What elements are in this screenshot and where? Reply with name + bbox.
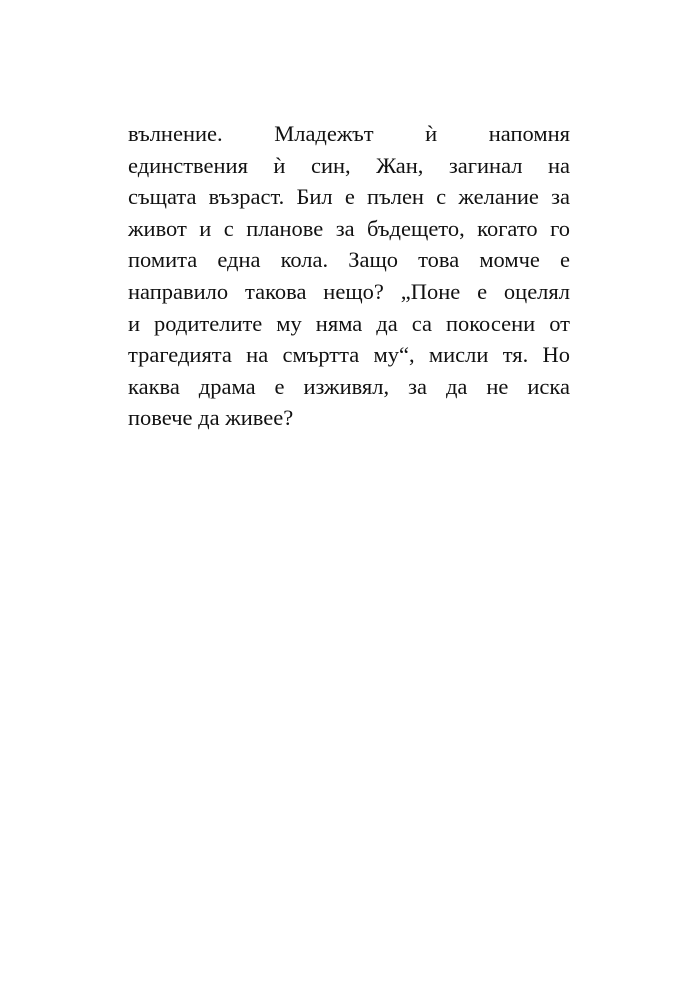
text-line: направило такова нещо? „Поне е оцелял <box>128 278 570 304</box>
text-line: вълнение. Младежът ѝ напомня <box>128 121 570 146</box>
text-line: и родителите му няма да са покосени от <box>128 310 570 336</box>
text-line: единствения ѝ син, Жан, загинал на <box>128 152 570 178</box>
text-line: същата възраст. Бил е пълен с желание за <box>128 184 570 210</box>
text-line: трагедията на смъртта му“, мисли тя. Но <box>128 342 570 368</box>
text-line: помита една кола. Защо това момче е <box>128 247 570 273</box>
text-line: повече да живее? <box>128 405 294 431</box>
text-line: каква драма е изживял, за да не иска <box>128 373 570 399</box>
text-line: живот и с планове за бъдещето, когато го <box>128 215 570 241</box>
body-paragraph <box>128 118 570 434</box>
